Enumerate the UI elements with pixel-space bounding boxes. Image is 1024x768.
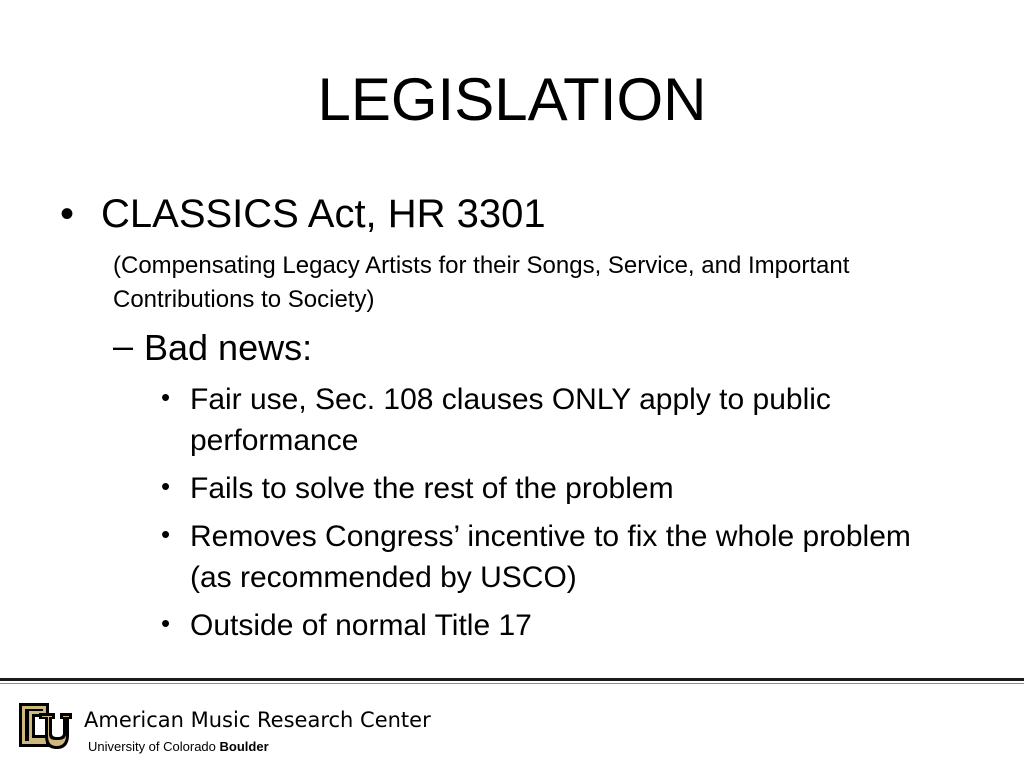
acronym-expansion: (Compensating Legacy Artists for their Songs, Service, and Important Contributions to Society) <box>113 252 850 313</box>
list-item-text: Removes Congress’ incentive to fix the whole problem (as recommended by USCO) <box>190 520 911 594</box>
bullet-dot-icon: • <box>161 382 171 412</box>
bullet-dot-icon: • <box>161 471 171 501</box>
list-item-text: Fails to solve the rest of the problem <box>190 472 674 505</box>
list-item <box>160 379 960 461</box>
org-name: American Music Research Center <box>84 708 431 732</box>
bad-news-list <box>160 379 960 653</box>
list-item <box>160 468 960 509</box>
bullet-dot-icon: • <box>161 608 171 638</box>
bullet-dot-icon: • <box>161 519 171 549</box>
campus-text: Boulder <box>219 739 269 754</box>
bullet-dot-icon: • <box>60 192 75 236</box>
slide-title: LEGISLATION <box>317 66 707 133</box>
list-item-text: Outside of normal Title 17 <box>190 609 532 642</box>
list-item <box>160 605 960 646</box>
footer-divider <box>0 678 1024 681</box>
sub-heading-text: Bad news: <box>144 327 313 368</box>
cu-logo-icon <box>15 697 73 753</box>
list-item-text: Fair use, Sec. 108 clauses ONLY apply to public performance <box>190 383 831 457</box>
dash-bullet-icon: – <box>113 325 134 366</box>
university-text: University of Colorado <box>88 739 216 754</box>
university-name <box>88 738 269 756</box>
list-item <box>160 516 960 598</box>
main-bullet-text: CLASSICS Act, HR 3301 <box>101 192 546 236</box>
footer-divider-thin <box>0 683 1024 684</box>
